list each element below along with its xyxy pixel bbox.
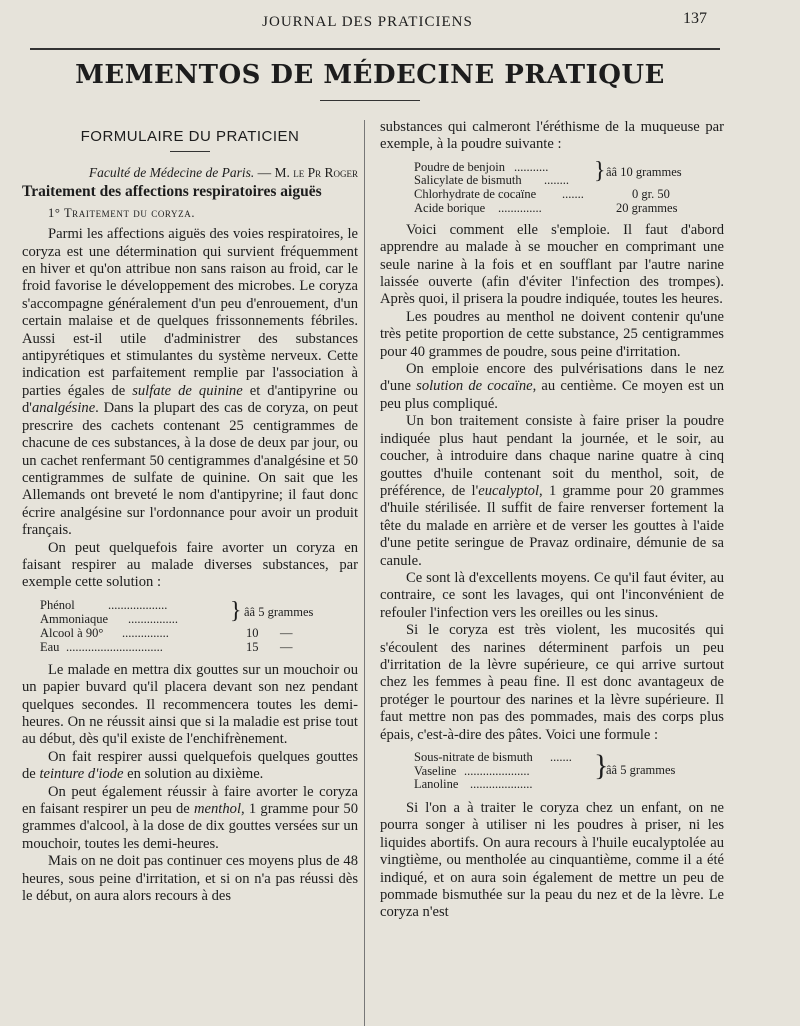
text-run: et d'antipyrine ou d' [22,382,358,417]
brace-quantity: ââ 5 grammes [244,604,314,619]
text-run: . Dans la plupart des cas de coryza, on peut prescrire des cachets contenant 25 centigrammes de chacune de ces substances, à la dose de deux par jour, ou un cachet renfermant 50 centigrammes d'analgésine et 50 centigrammes de sulfate de quinine. On sait que les Allemands ont breveté le nom d'antipyrine; il faut donc écrire analgésine sur l'ordonnance pour avoir un produit français. [22,400,358,539]
paste-formula: Sous-nitrate de bismuth ....... Vaseline ..................... Lanoline .................... } ââ 5 grammes [414,749,676,792]
paragraph: Si l'on a à traiter le coryza chez un enfant, on ne pourra songer à utiliser ni les poudres à priser, ni les liquides abortifs. On aura recours à l'huile eucalyptolée au vingtième, ou mentholée au cinquantième, comme il a été indiqué, et on aura soin également de mettre un peu de pommade bismuthée sur la peau du nez et de la lèvre. Le coryza n'est [380,800,724,921]
quantity: 15 [246,639,259,654]
brace-quantity: ââ 5 grammes [606,763,676,777]
text-run: , au centième. Ce moyen est un peu plus compliqué. [380,378,724,412]
italic-term: solution de cocaïne [416,378,533,395]
paragraph: substances qui calmeront l'éréthisme de la muqueuse par exemple, à la poudre suivante : [380,119,724,153]
section-heading: FORMULAIRE DU PRATICIEN [80,128,300,145]
text-run: , 1 gramme pour 20 grammes d'huile stérilisée. Il suffit de faire renverser fortement la tête du malade en arrière et de verser les gouttes à l'aide d'une petite seringue de Pravaz ordinaire, démunie de sa canule. [380,482,724,569]
text-run: en solution au dixième. [123,766,264,783]
text-run: On emploie encore des pulvérisations dans le nez d'une [380,361,724,395]
paragraph: Les poudres au menthol ne doivent contenir qu'une très petite proportion de cette substance, 25 centigrammes pour 40 grammes de poudre, sous peine d'irritation. [380,308,724,360]
quantity: 0 gr. 50 [632,187,670,201]
text-run: Parmi les affections aiguës des voies respiratoires, le coryza est une détermination qui survient fréquemment en hiver et qu'on attribue non sans raison au froid, car le froid favorise le développement des microbes. Le coryza s'accompagne généralement d'un peu d'enrouement, d'un certain malaise et de quelques frissonnements fébriles. Aussi est-il utile d'administrer des substances antipyrétiques et stimulantes du système nerveux. Cette indication est parfaitement remplie par l'association à parties égales de [22,226,358,399]
formula-item: Eau [40,639,60,654]
italic-term: eucalyptol [478,482,540,499]
paragraph: Si le coryza est très violent, les mucosités qui s'écoulent des narines déterminent parfois un peu d'irritation de la lèvre supérieure, ce qui arrive surtout chez les femmes à peau fine. Il est donc avantageux de protéger le pourtour des narines et la lèvre supérieure. Il faut mettre non pas des pommades, mais des corps plus épais, c'est-à-dire des pâtes. Voici une formule : [380,622,724,743]
formula-item: Poudre de benjoin [414,159,505,174]
solution-formula: Phénol ................... Ammoniaque ................ Alcool à 90° ............... 10 — Eau ............................... 15 — } ââ 5 grammes [40,597,314,654]
section-rule [170,151,210,152]
formula-item: Chlorhydrate de cocaïne [414,187,537,201]
running-header [0,10,800,40]
quantity: 10 [246,625,259,640]
brace-quantity: ââ 10 grammes [606,164,682,179]
brace: } [230,597,242,624]
faculty-name: Faculté de Médecine de Paris. [88,165,255,181]
italic-term: menthol [193,801,242,817]
formula-item: Alcool à 90° [40,625,104,640]
formula-item: Sous-nitrate de bismuth [414,750,533,764]
formula-item: Ammoniaque [40,611,109,626]
brace: } [594,749,609,782]
treatment-title: Traitement des affections respiratoires aiguës [22,182,322,200]
faculty-line [22,164,358,181]
paragraph: Ce sont là d'excellents moyens. Ce qu'il faut éviter, au contraire, ce sont les lavages, qui ont l'inconvénient de refouler l'infection vers les oreilles ou les sinus. [380,569,724,621]
formula-item: Lanoline [414,777,459,792]
quantity: 20 grammes [616,200,678,215]
subtitle: 1° Traitement du coryza. [48,205,196,220]
formula-item: Vaseline [414,763,457,778]
paragraph [380,361,724,413]
paragraph: Voici comment elle s'emploie. Il faut d'abord apprendre au malade à se moucher en comprimant une seule narine à la fois et en soufflant par l'autre narine laissée ouverte (afin d'éviter l'infection des trompes). Après quoi, il prisera la poudre indiquée, toutes les heures. [380,221,724,308]
column-divider [364,120,365,1026]
quantity-dash: — [280,625,293,640]
author-name: — M. le Pr Roger [254,165,358,181]
text-run: , 1 gramme pour 50 grammes d'alcool, à la dose de dix gouttes versées sur un mouchoir, toutes les demi-heures. [22,801,358,852]
paragraph [22,226,358,539]
italic-term: analgésine [31,400,96,417]
paragraph: On peut quelquefois faire avorter un coryza en faisant respirer au malade diverses substances, par exemple cette solution : [22,539,358,591]
text-run: Un bon traitement consiste à faire priser la poudre indiquée plus haut pendant la journée, et le soir, au coucher, à introduire dans chaque narine quatre à cinq gouttes d'huile contenant soit du menthol, soit, de préférence, de l' [380,413,724,499]
quantity-dash: — [280,639,293,654]
paragraph: Le malade en mettra dix gouttes sur un mouchoir ou un papier buvard qu'il placera devant son nez pendant quelques secondes. Il recommencera toutes les demi-heures. On ne réussit ainsi que si la maladie est prise tout au début, dès qu'il existe de l'enchifrènement. [22,661,358,748]
italic-term: teinture d'iode [39,766,124,783]
paragraph [22,749,358,784]
title-rule [320,100,420,101]
right-column [380,119,724,922]
left-column [22,128,358,905]
paragraph [380,413,724,570]
paragraph: Mais on ne doit pas continuer ces moyens plus de 48 heures, sous peine d'irritation, et si on n'a pas réussi dès le début, on aura alors recours à des [22,853,358,905]
brace: } [594,157,606,184]
header-rule [30,48,720,50]
journal-title: JOURNAL DES PRATICIENS [262,14,473,30]
paragraph [22,784,358,854]
powder-formula: Poudre de benjoin ........... Salicylate de bismuth ........ Chlorhydrate de cocaïne ....... 0 gr. 50 Acide borique .............. 20 grammes } ââ 10 grammes [414,157,682,215]
formula-item: Salicylate de bismuth [414,173,522,188]
text-run: On peut également réussir à faire avorter le coryza en faisant respirer un peu de [22,783,358,817]
formula-item: Phénol [40,597,75,612]
text-run: On fait respirer aussi quelquefois quelques gouttes de [22,748,358,783]
main-title: MEMENTOS DE MÉDECINE PRATIQUE [75,60,665,90]
formula-item: Acide borique [414,200,486,215]
italic-term: sulfate de quinine [132,382,243,399]
page-number: 137 [683,10,707,27]
